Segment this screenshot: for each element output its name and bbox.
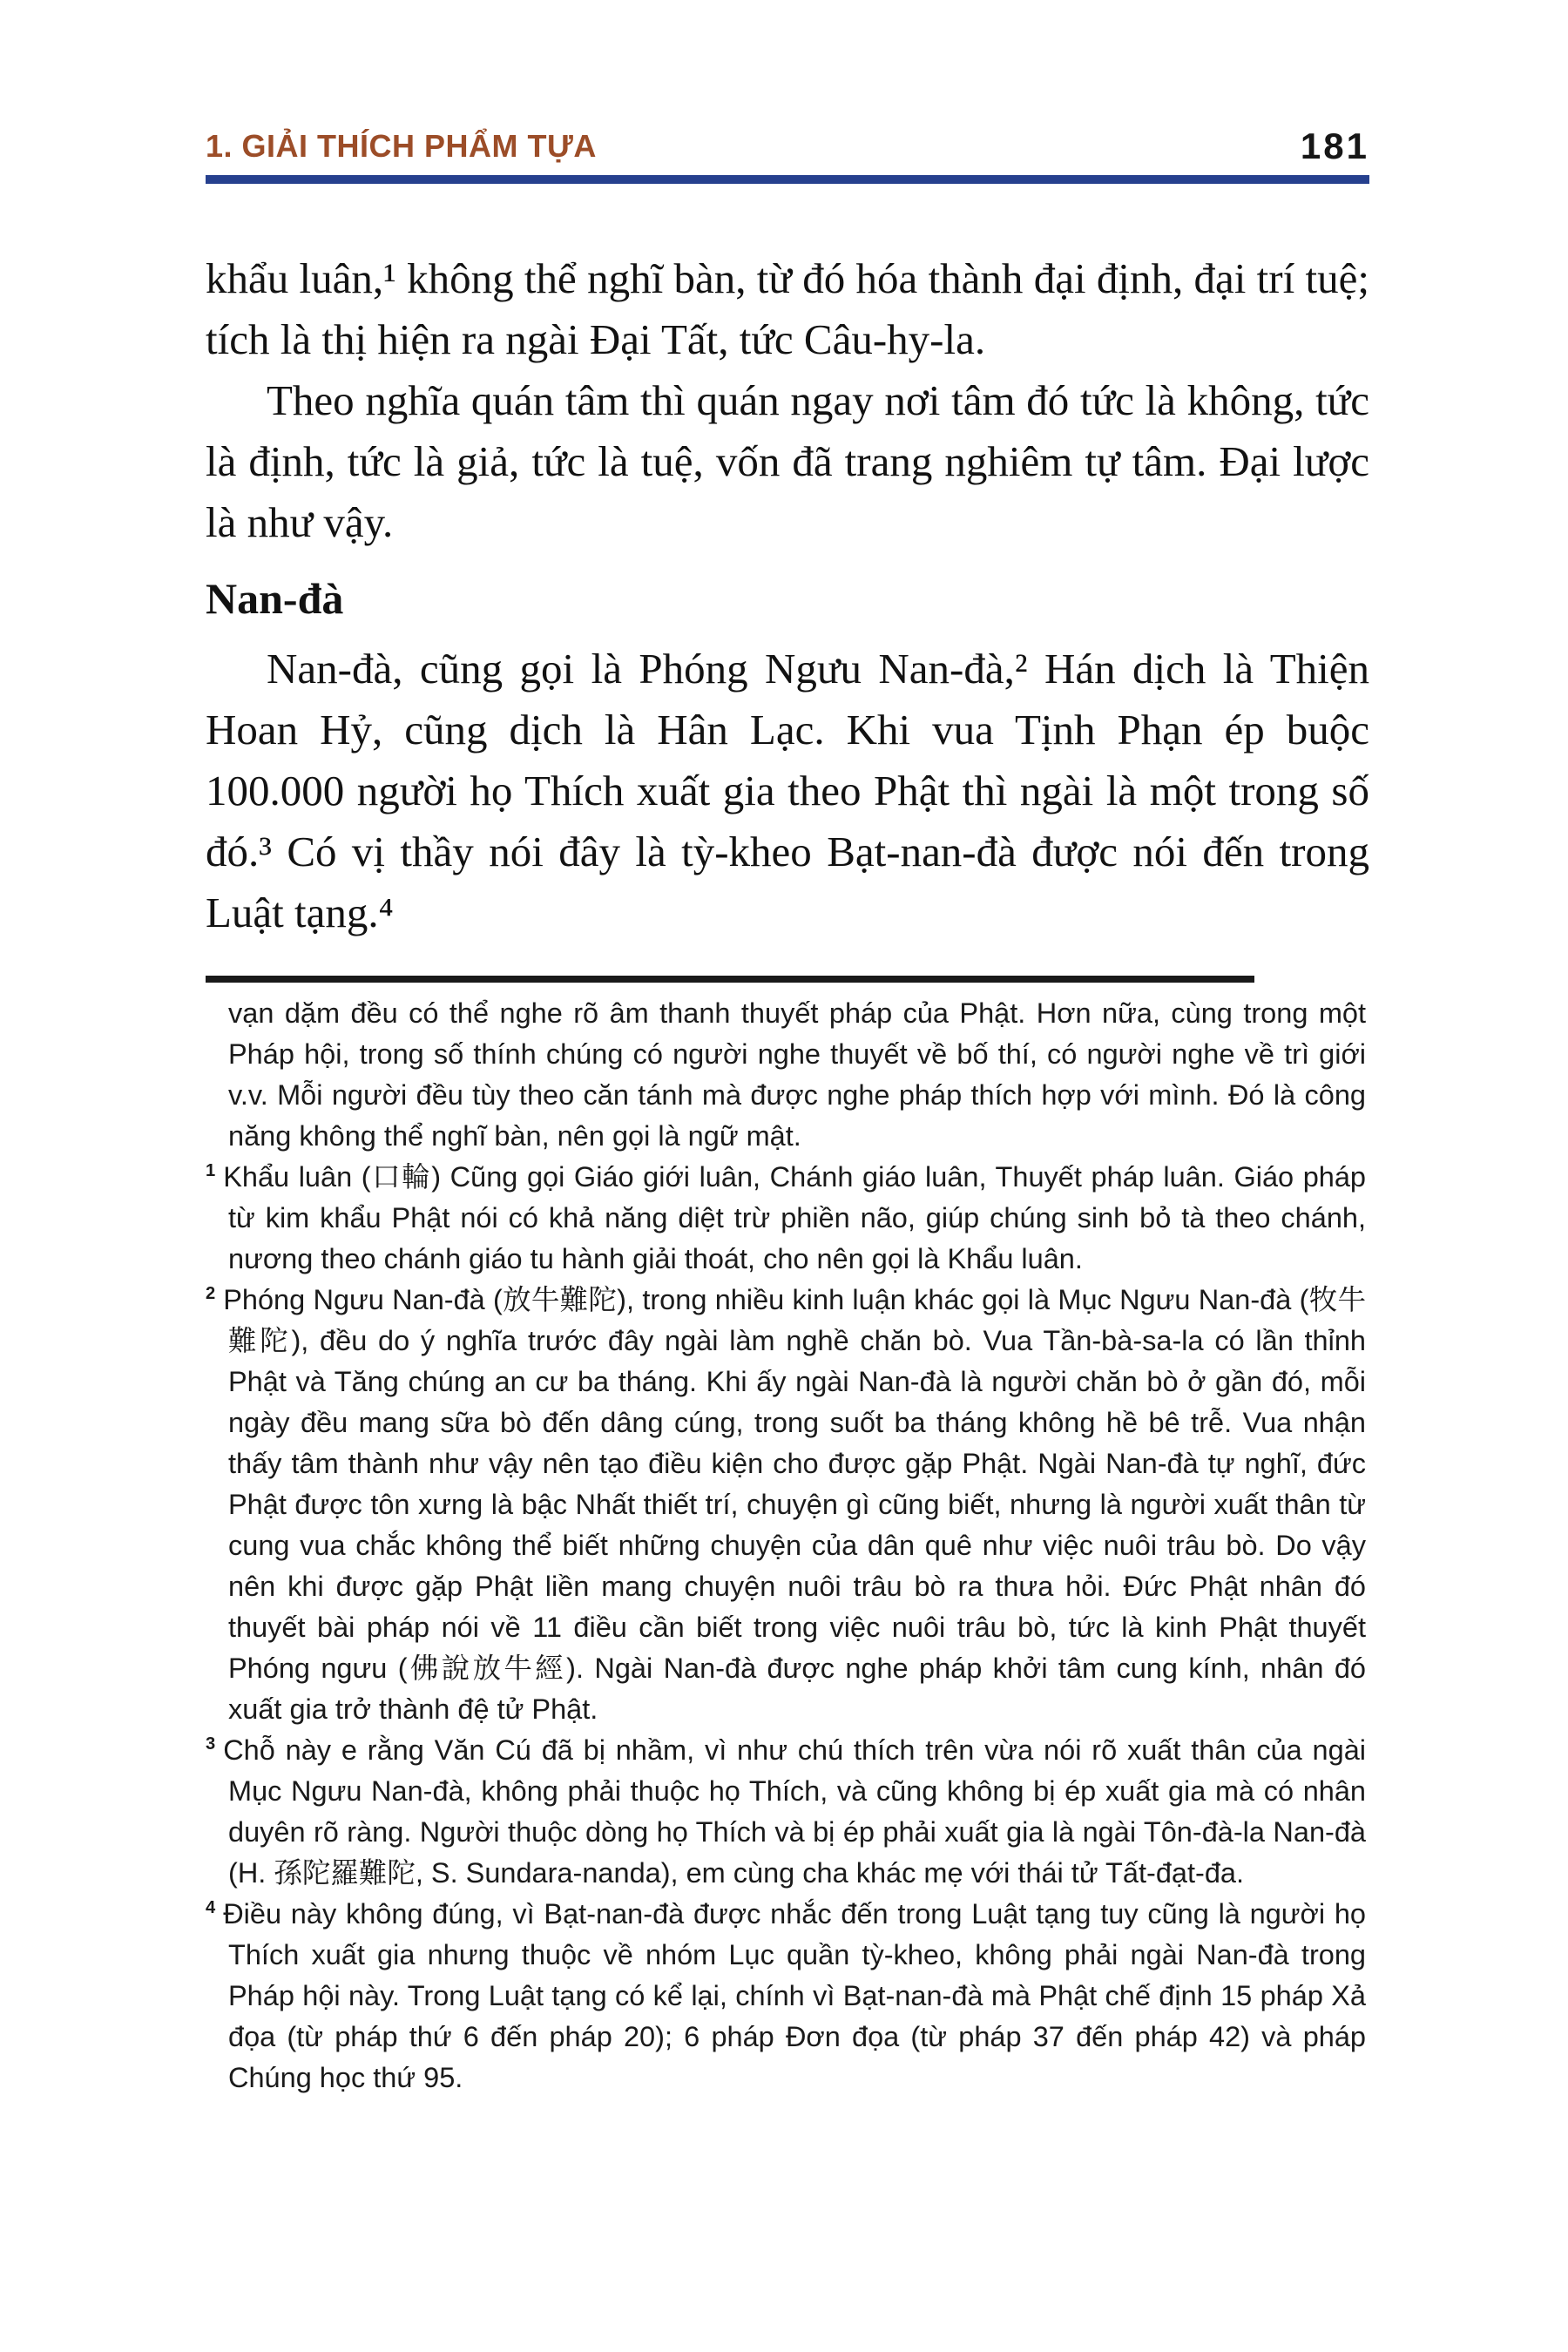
footnote-item [206,1157,1366,1280]
footnote-text: Điều này không đúng, vì Bạt-nan-đà được nhắc đến trong Luật tạng tuy cũng là người họ Thích xuất gia nhưng thuộc về nhóm Lục quần tỳ-kheo, không phải ngài Nan-đà trong Pháp hội này. Trong Luật tạng có kể lại, chính vì Bạt-nan-đà mà Phật chế định 15 pháp Xả đọa (từ pháp thứ 6 đến pháp 20); 6 pháp Đơn đọa (từ pháp 37 đến pháp 42) và pháp Chúng học thứ 95. [223,1898,1366,2093]
footnote-text: Phóng Ngưu Nan-đà (放牛難陀), trong nhiều kinh luận khác gọi là Mục Ngưu Nan-đà (牧牛難陀), đều do ý nghĩa trước đây ngài làm nghề chăn bò. Vua Tần-bà-sa-la có lần thỉnh Phật và Tăng chúng an cư ba tháng. Khi ấy ngài Nan-đà là người chăn bò ở gần đó, mỗi ngày đều mang sữa bò đến dâng cúng, trong suốt ba tháng không hề bê trễ. Vua nhận thấy tâm thành như vậy nên tạo điều kiện cho được gặp Phật. Ngài Nan-đà tự nghĩ, đức Phật được tôn xưng là bậc Nhất thiết trí, chuyện gì cũng biết, nhưng là người xuất thân từ cung vua chắc không thể biết những chuyện của dân quê như việc nuôi trâu bò. Do vậy nên khi được gặp Phật liền mang chuyện nuôi trâu bò ra thưa hỏi. Đức Phật nhân đó thuyết bài pháp nói về 11 điều cần biết trong việc nuôi trâu bò, tức là kinh Phật thuyết Phóng ngưu (佛說放牛經). Ngài Nan-đà được nghe pháp khởi tâm cung kính, nhân đó xuất gia trở thành đệ tử Phật. [223,1284,1366,1725]
footnote-separator [206,976,1254,983]
footnote-text: Khẩu luân (口輪) Cũng gọi Giáo giới luân, Chánh giáo luân, Thuyết pháp luân. Giáo pháp từ kim khẩu Phật nói có khả năng diệt trừ phiền não, giúp chúng sinh bỏ tà theo chánh, nương theo chánh giáo tu hành giải thoát, cho nên gọi là Khẩu luân. [223,1161,1366,1274]
subsection-heading: Nan-đà [206,574,344,623]
footnotes-block [206,993,1366,2099]
footnote-text: Chỗ này e rằng Văn Cú đã bị nhầm, vì như chú thích trên vừa nói rõ xuất thân của ngài Mục Ngưu Nan-đà, không phải thuộc họ Thích, và cũng không bị ép xuất gia mà có nhân duyên rõ ràng. Người thuộc dòng họ Thích và bị ép phải xuất gia là ngài Tôn-đà-la Nan-đà (H. 孫陀羅難陀, S. Sundara-nanda), em cùng cha khác mẹ với thái tử Tất-đạt-đa. [223,1734,1366,1889]
header-rule-divider [206,175,1369,184]
footnote-marker: 3 [206,1734,216,1754]
footnote-continuation: vạn dặm đều có thể nghe rõ âm thanh thuyết pháp của Phật. Hơn nữa, cùng trong một Pháp hội, trong số thính chúng có người nghe thuyết về bố thí, có người nghe về trì giới v.v. Mỗi người đều tùy theo căn tánh mà được nghe pháp thích hợp với mình. Đó là công năng không thể nghĩ bàn, nên gọi là ngữ mật. [228,997,1366,1152]
footnote-item [206,1730,1366,1894]
page-number: 181 [1300,125,1369,166]
footnote-marker: 2 [206,1284,216,1304]
body-text [206,248,1369,943]
footnote-item [206,1280,1366,1730]
footnote-item [206,1894,1366,2099]
footnote-marker: 1 [206,1161,216,1181]
page-header [206,127,1369,166]
footnote-marker: 4 [206,1898,216,1918]
body-paragraph-continuation: khẩu luân,¹ không thể nghĩ bàn, từ đó hóa thành đại định, đại trí tuệ; tích là thị hiện ra ngài Đại Tất, tức Câu-hy-la. [206,254,1369,363]
body-paragraph: Theo nghĩa quán tâm thì quán ngay nơi tâm đó tức là không, tức là định, tức là giả, tức là tuệ, vốn đã trang nghiêm tự tâm. Đại lược là như vậy. [206,376,1369,546]
body-paragraph: Nan-đà, cũng gọi là Phóng Ngưu Nan-đà,² Hán dịch là Thiện Hoan Hỷ, cũng dịch là Hân Lạc. Khi vua Tịnh Phạn ép buộc 100.000 người họ Thích xuất gia theo Phật thì ngài là một trong số đó.³ Có vị thầy nói đây là tỳ-kheo Bạt-nan-đà được nói đến trong Luật tạng.⁴ [206,645,1369,936]
running-header-title: 1. GIẢI THÍCH PHẨM TỰA [206,128,597,164]
